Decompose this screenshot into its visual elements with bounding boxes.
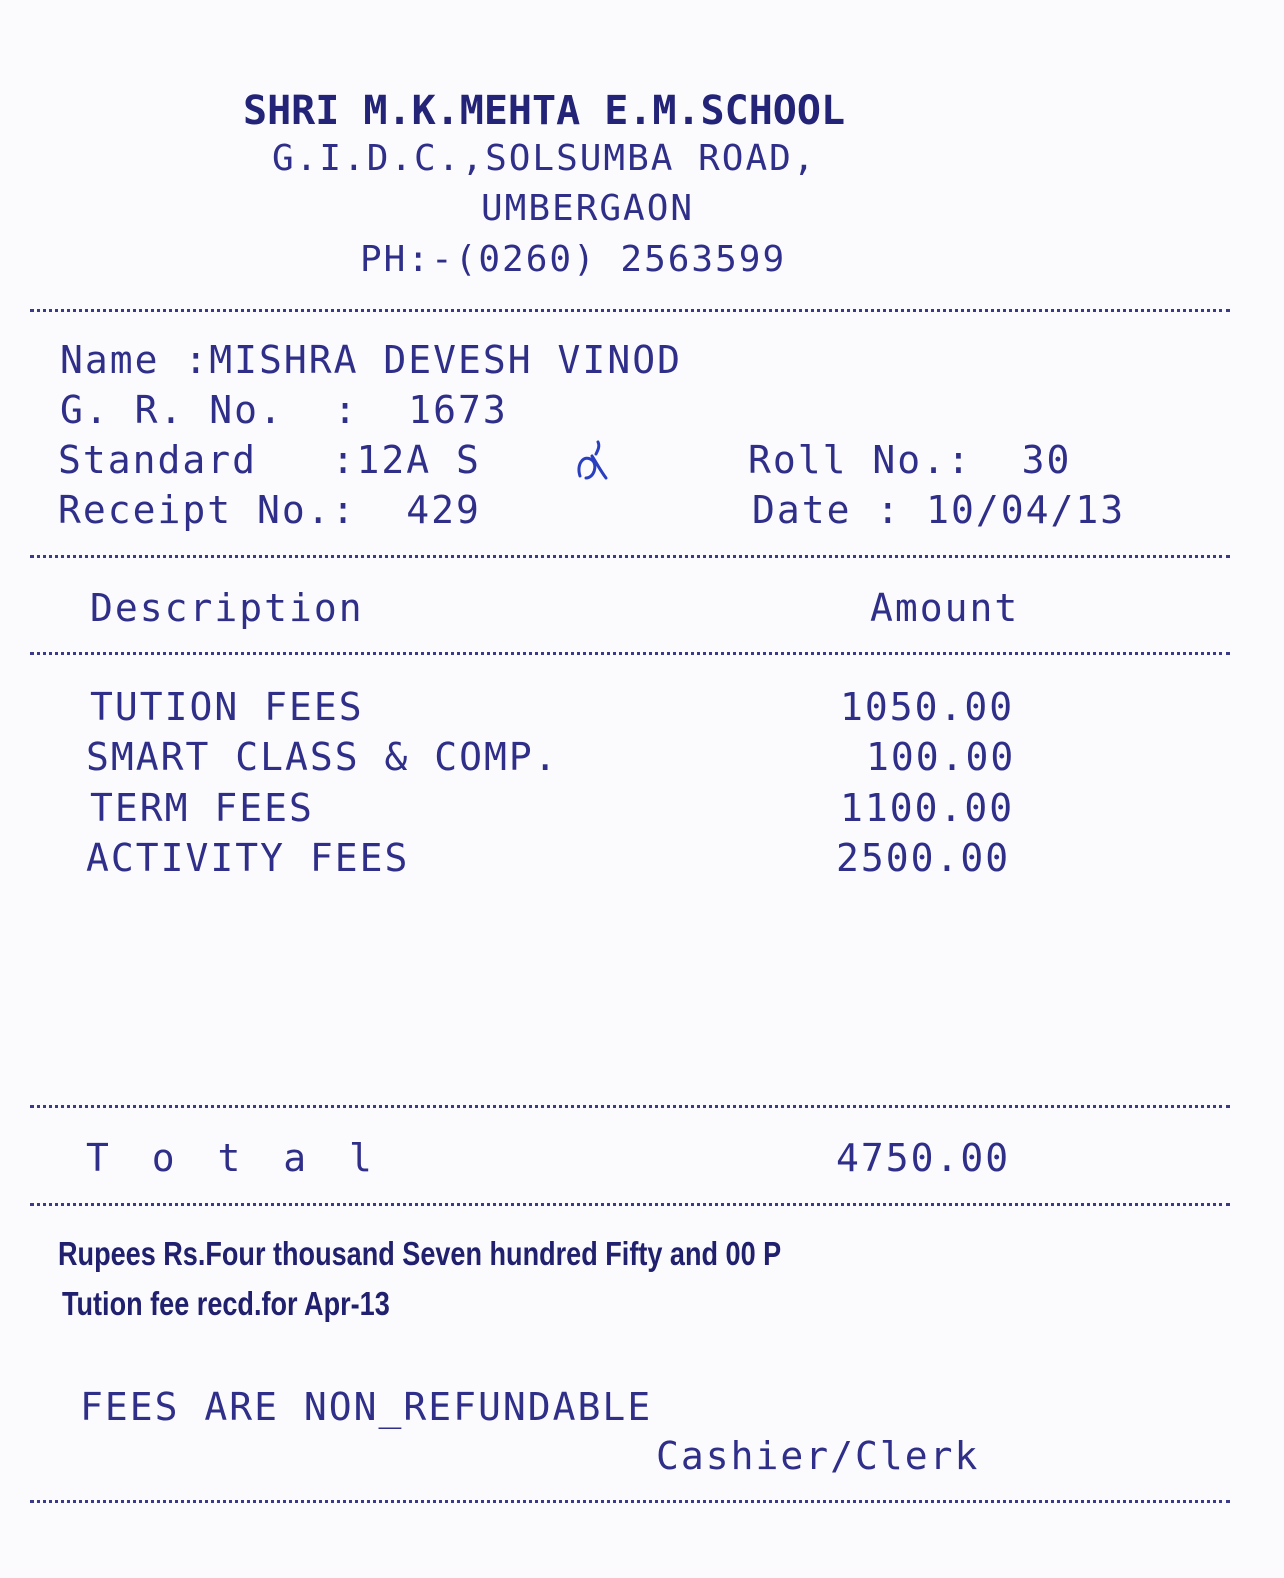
roll-number: Roll No.: 30	[748, 438, 1072, 482]
line-item-amount: 2500.00	[836, 836, 1011, 880]
school-phone: PH:-(0260) 2563599	[360, 239, 787, 280]
handwritten-pen-mark-icon	[570, 432, 630, 492]
gr-number: G. R. No. : 1673	[60, 388, 508, 432]
school-address-line2: UMBERGAON	[481, 188, 695, 229]
divider	[30, 652, 1230, 655]
description-header: Description	[90, 586, 364, 630]
amount-in-words: Rupees Rs.Four thousand Seven hundred Fifty and 00 P	[58, 1235, 782, 1272]
divider	[30, 1105, 1230, 1108]
line-item-description: TERM FEES	[90, 786, 314, 830]
school-address-line1: G.I.D.C.,SOLSUMBA ROAD,	[272, 138, 817, 179]
total-amount: 4750.00	[836, 1136, 1011, 1180]
line-item-amount: 1050.00	[840, 685, 1015, 729]
line-item-amount: 100.00	[866, 735, 1016, 779]
line-item-description: TUTION FEES	[90, 685, 364, 729]
receipt-number: Receipt No.: 429	[58, 488, 481, 532]
standard: Standard :12A S	[58, 438, 481, 482]
divider	[30, 1203, 1230, 1206]
total-label: T o t a l	[86, 1136, 382, 1180]
divider	[30, 555, 1230, 558]
school-name: SHRI M.K.MEHTA E.M.SCHOOL	[243, 88, 846, 134]
receipt-date: Date : 10/04/13	[752, 488, 1126, 532]
refund-policy: FEES ARE NON_REFUNDABLE	[80, 1385, 653, 1429]
line-item-amount: 1100.00	[840, 786, 1015, 830]
signatory-label: Cashier/Clerk	[656, 1434, 980, 1478]
divider	[30, 309, 1230, 312]
line-item-description: ACTIVITY FEES	[86, 836, 410, 880]
student-name: Name :MISHRA DEVESH VINOD	[60, 338, 682, 382]
payment-remark: Tution fee recd.for Apr-13	[62, 1285, 390, 1322]
line-item-description: SMART CLASS & COMP.	[86, 735, 559, 779]
divider	[30, 1500, 1230, 1503]
amount-header: Amount	[870, 586, 1020, 630]
